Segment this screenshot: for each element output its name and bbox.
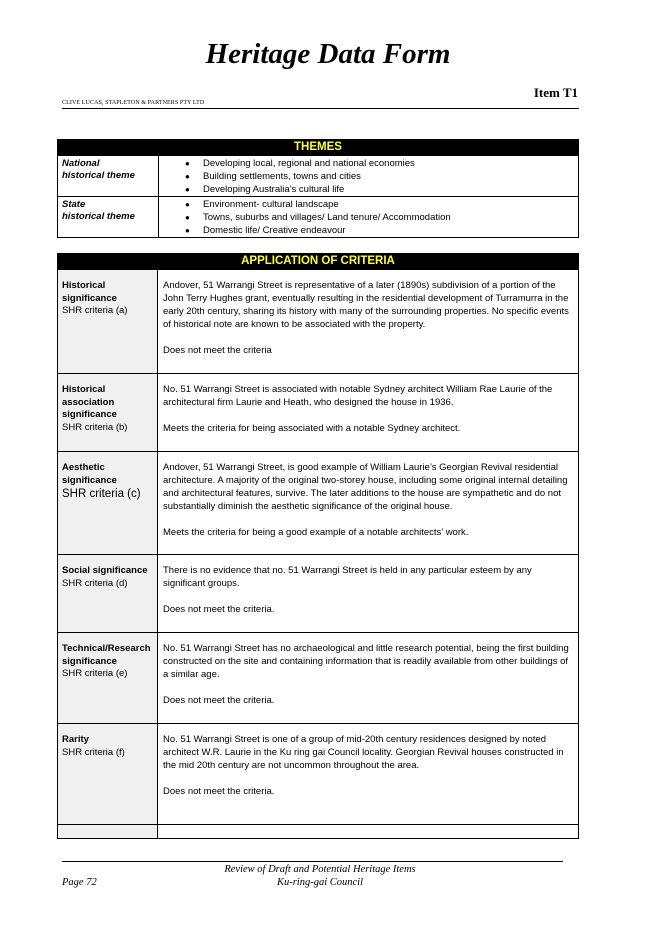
criterion-conclusion: Meets the criteria for being a good example of a notable architects’ work. bbox=[163, 526, 469, 538]
criterion-assessment: No. 51 Warrangi Street is associated with notable Sydney architect William Rae Laurie of the architectural firm Laurie and Heath, who designed the house in 1936. bbox=[163, 384, 553, 408]
theme-label-line1: State bbox=[62, 199, 86, 210]
criterion-description bbox=[158, 825, 579, 839]
theme-item-text: Building settlements, towns and cities bbox=[203, 171, 361, 182]
criterion-name: Technical/Research significance bbox=[62, 643, 151, 667]
table-row bbox=[58, 724, 579, 825]
table-row bbox=[58, 555, 579, 633]
theme-item-text: Towns, suburbs and villages/ Land tenure/ Accommodation bbox=[203, 212, 451, 223]
bullet-icon: ● bbox=[185, 213, 190, 222]
criterion-code: SHR criteria (d) bbox=[62, 577, 128, 589]
theme-label-line2: historical theme bbox=[62, 170, 135, 181]
criterion-assessment: Andover, 51 Warrangi Street, is good example of William Laurie’s Georgian Revival residential architecture. A majority of the original two-storey house, including some original internal detailing and architectural features, survive. The later additions to the house are sympathetic and do not substantially diminish the aesthetic significance of the original house. bbox=[163, 462, 568, 512]
bullet-icon: ● bbox=[185, 226, 190, 235]
theme-label-national bbox=[58, 156, 159, 197]
theme-item-text: Domestic life/ Creative endeavour bbox=[203, 225, 346, 236]
firm-name: CLIVE LUCAS, STAPLETON & PARTNERS PTY LTD bbox=[62, 100, 205, 106]
item-number: Item T1 bbox=[533, 85, 578, 100]
bullet-icon: ● bbox=[185, 172, 190, 181]
theme-row-national bbox=[58, 156, 579, 197]
table-row-empty bbox=[58, 825, 579, 839]
criterion-description bbox=[158, 452, 579, 555]
table-row bbox=[58, 633, 579, 724]
criterion-label bbox=[58, 633, 158, 724]
theme-label-line1: National bbox=[62, 158, 100, 169]
list-item bbox=[159, 157, 578, 170]
theme-items-state bbox=[159, 197, 579, 238]
criterion-code: SHR criteria (e) bbox=[62, 668, 128, 679]
table-row bbox=[58, 270, 579, 374]
footer-council: Ku-ring-gai Council bbox=[276, 876, 364, 888]
criterion-label bbox=[58, 270, 158, 374]
criterion-description bbox=[158, 555, 579, 633]
themes-heading: THEMES bbox=[58, 140, 579, 156]
criteria-table bbox=[57, 253, 579, 839]
criterion-name: Aesthetic significance bbox=[62, 462, 117, 486]
theme-row-state bbox=[58, 197, 579, 238]
criterion-name: Historical significance bbox=[62, 280, 117, 304]
theme-item-text: Developing Australia’s cultural life bbox=[203, 184, 345, 195]
criterion-code: SHR criteria (c) bbox=[62, 488, 141, 500]
theme-item-text: Environment- cultural landscape bbox=[203, 199, 339, 210]
footer-divider bbox=[62, 861, 563, 862]
page-number: Page 72 bbox=[62, 877, 97, 888]
criterion-assessment: There is no evidence that no. 51 Warrangi Street is held in any particular esteem by any significant groups. bbox=[163, 565, 532, 589]
footer-report-title: Review of Draft and Potential Heritage Items bbox=[224, 864, 416, 875]
list-item bbox=[159, 183, 578, 196]
bullet-icon: ● bbox=[185, 185, 190, 194]
criterion-conclusion: Meets the criteria for being associated with a notable Sydney architect. bbox=[163, 422, 461, 434]
list-item bbox=[159, 170, 578, 183]
criterion-description bbox=[158, 724, 579, 825]
criterion-description bbox=[158, 270, 579, 374]
criterion-assessment: No. 51 Warrangi Street has no archaeological and little research potential, being the first building constructed on the site and containing information that is readily available from other buildings of a similar age. bbox=[163, 643, 569, 680]
criterion-assessment: Andover, 51 Warrangi Street is representative of a later (1890s) subdivision of a portion of the John Terry Hughes grant, eventually resulting in the residential development of Turramurra in the early 20th century, sharing its history with many of the surrounding properties. No specific events of historical note are known to be associated with the property. bbox=[163, 280, 569, 330]
criterion-code: SHR criteria (b) bbox=[62, 421, 128, 433]
criterion-conclusion: Does not meet the criteria bbox=[163, 344, 272, 356]
theme-label-state bbox=[58, 197, 159, 238]
criterion-description bbox=[158, 633, 579, 724]
bullet-icon: ● bbox=[185, 159, 190, 168]
theme-item-text: Developing local, regional and national economies bbox=[203, 158, 415, 169]
criterion-assessment: No. 51 Warrangi Street is one of a group of mid-20th century residences designed by noted architect W.R. Laurie in the Ku ring gai Council locality. Georgian Revival houses constructed in the mid 20th century are not uncommon throughout the area. bbox=[163, 734, 564, 771]
criterion-label bbox=[58, 452, 158, 555]
table-row bbox=[58, 374, 579, 452]
criterion-label bbox=[58, 555, 158, 633]
criterion-conclusion: Does not meet the criteria. bbox=[163, 785, 275, 797]
list-item bbox=[159, 211, 578, 224]
themes-table bbox=[57, 139, 579, 238]
theme-items-national bbox=[159, 156, 579, 197]
theme-label-line2: historical theme bbox=[62, 211, 135, 222]
footer-caption bbox=[150, 864, 490, 889]
table-row bbox=[58, 452, 579, 555]
criterion-label bbox=[58, 724, 158, 825]
criterion-conclusion: Does not meet the criteria. bbox=[163, 694, 275, 706]
criterion-name: Social significance bbox=[62, 565, 148, 576]
form-title: Heritage Data Form bbox=[205, 38, 451, 70]
criterion-name: Historical association significance bbox=[62, 384, 117, 420]
criterion-code: SHR criteria (a) bbox=[62, 305, 128, 316]
criterion-description bbox=[158, 374, 579, 452]
criterion-label bbox=[58, 374, 158, 452]
bullet-icon: ● bbox=[185, 200, 190, 209]
criterion-code: SHR criteria (f) bbox=[62, 746, 125, 758]
list-item bbox=[159, 198, 578, 211]
criterion-name: Rarity bbox=[62, 734, 89, 745]
criterion-conclusion: Does not meet the criteria. bbox=[163, 603, 275, 615]
criteria-heading: APPLICATION OF CRITERIA bbox=[58, 254, 579, 270]
header-divider bbox=[62, 108, 579, 109]
criterion-label bbox=[58, 825, 158, 839]
list-item bbox=[159, 224, 578, 237]
